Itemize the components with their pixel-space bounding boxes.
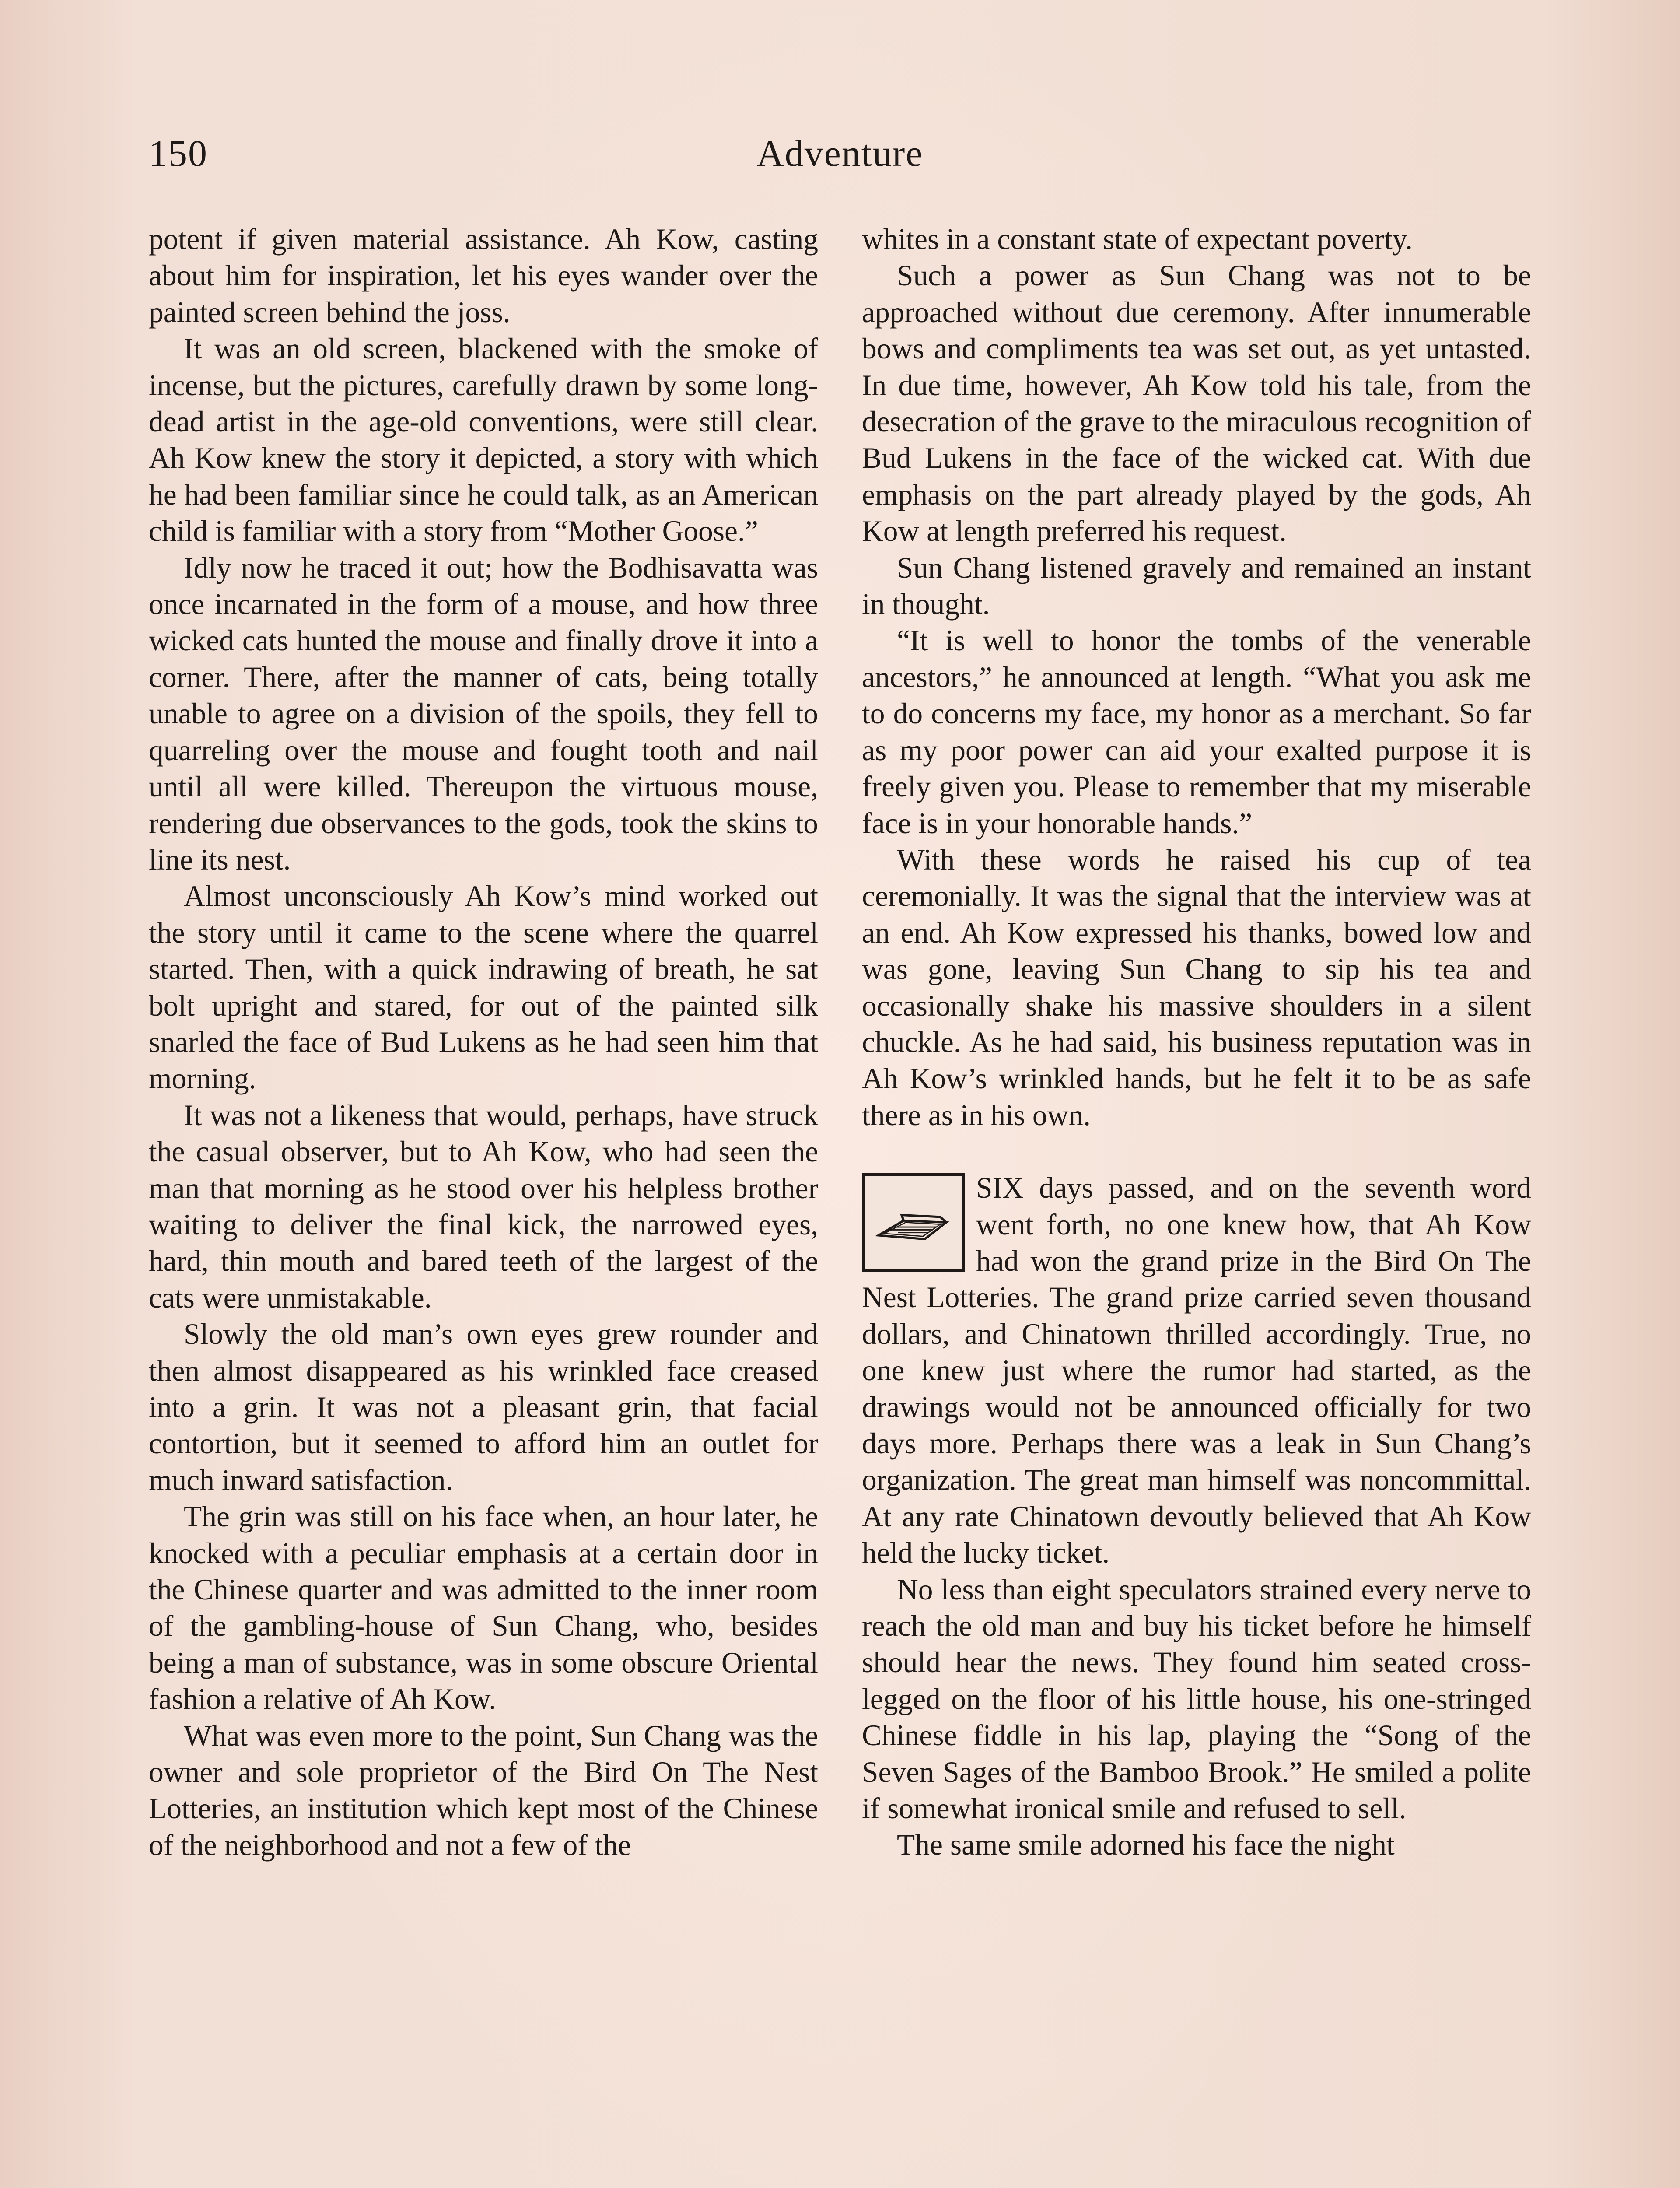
paragraph: The same smile adorned his face the night — [897, 1828, 1395, 1862]
paragraph: It was an old screen, blackened with the smoke of incense, but the pictures, carefully drawn by some long-dead artist in the age-old conventions, were still clear. Ah Kow knew the story it depicted, a story with which he had been familiar since he could talk, as an American child is familiar with a story from “Mother Goose.” — [149, 332, 818, 548]
dropcap-lead-text: SIX — [976, 1171, 1024, 1205]
paragraph: What was even more to the point, Sun Chang was the owner and sole proprietor of the Bird On The Nest Lotteries, an institution which kept most of the Chinese of the neighborhood and not a few of the — [149, 1719, 818, 1862]
paragraph: With these words he raised his cup of tea ceremonially. It was the signal that the interview was at an end. Ah Kow expressed his thanks, bowed low and was gone, leaving Sun Chang to sip his tea and occasionally shake his massive shoulders in a silent chuckle. As he had said, his business reputation was in Ah Kow’s wrinkled hands, but he felt it to be as safe there as in his own. — [862, 843, 1531, 1132]
paragraph: “It is well to honor the tombs of the venerable ancestors,” he announced at length. “What you ask me to do concerns my face, my honor as a merchant. So far as my poor power can aid your exalted purpose it is freely given you. Please to remember that my miserable face is in your honorable hands.” — [862, 624, 1531, 840]
section-opening-text: days passed, and on the seventh word went forth, no one knew how, that Ah Kow had won the grand prize in the Bird On The Nest Lotteries. The grand prize carried seven thousand dollars, and Chinatown thrilled accordingly. True, no one knew just where the rumor had started, as the drawings would not be announced officially for two days more. Perhaps there was a leak in Sun Chang’s organization. The great man himself was noncommittal. At any rate Chinatown devoutly believed that Ah Kow held the lucky ticket. — [862, 1171, 1531, 1570]
paragraph: Such a power as Sun Chang was not to be approached without due ceremony. After innumerable bows and compliments tea was set out, as yet untasted. In due time, however, Ah Kow told his tale, from the desecration of the grave to the miraculous recognition of Bud Lukens in the face of the wicked cat. With due emphasis on the part already played by the gods, Ah Kow at length preferred his request. — [862, 259, 1531, 548]
paragraph: whites in a constant state of expectant poverty. — [862, 223, 1413, 256]
left-column — [149, 221, 818, 1863]
paragraph: Sun Chang listened gravely and remained an instant in thought. — [862, 551, 1531, 621]
section-opening-paragraph — [862, 1170, 1531, 1571]
paragraph: The grin was still on his face when, an hour later, he knocked with a peculiar emphasis at a certain door in the Chinese quarter and was admitted to the inner room of the gambling-house of Sun Chang, who, besides being a man of substance, was in some obscure Oriental fashion a relative of Ah Kow. — [149, 1500, 818, 1716]
page-header — [149, 127, 1531, 179]
paragraph: No less than eight speculators strained every nerve to reach the old man and buy his ticket before he himself should hear the news. They found him seated cross-legged on the floor of his little house, his one-stringed Chinese fiddle in his lap, playing the “Song of the Seven Sages of the Bamboo Brook.” He smiled a polite if somewhat ironical smile and refused to sell. — [862, 1573, 1531, 1825]
running-title: Adventure — [756, 132, 924, 174]
ornamental-section-icon — [862, 1173, 965, 1272]
paragraph: Slowly the old man’s own eyes grew rounder and then almost disappeared as his wrinkled face creased into a grin. It was not a pleasant grin, that facial contortion, but it seemed to afford him an outlet for much inward satisfaction. — [149, 1318, 818, 1497]
paragraph: It was not a likeness that would, perhaps, have struck the casual observer, but to Ah Kow, who had seen the man that morning as he stood over his helpless brother waiting to deliver the final kick, the narrowed eyes, hard, thin mouth and bared teeth of the largest of the cats were unmistakable. — [149, 1098, 818, 1314]
paragraph: Idly now he traced it out; how the Bodhisavatta was once incarnated in the form of a mouse, and how three wicked cats hunted the mouse and finally drove it into a corner. There, after the manner of cats, being totally unable to agree on a division of the spoils, they fell to quarreling over the mouse and fought tooth and nail until all were killed. Thereupon the virtuous mouse, rendering due observances to the gods, took the skins to line its nest. — [149, 551, 818, 876]
paragraph: Almost unconsciously Ah Kow’s mind worked out the story until it came to the scene where the quarrel started. Then, with a quick indrawing of breath, he sat bolt upright and stared, for out of the painted silk snarled the face of Bud Lukens as he had seen him that morning. — [149, 880, 818, 1095]
paragraph: potent if given material assistance. Ah Kow, casting about him for inspiration, let his eyes wander over the painted screen behind the joss. — [149, 223, 818, 329]
right-column — [862, 221, 1531, 1863]
page-number: 150 — [149, 132, 208, 174]
